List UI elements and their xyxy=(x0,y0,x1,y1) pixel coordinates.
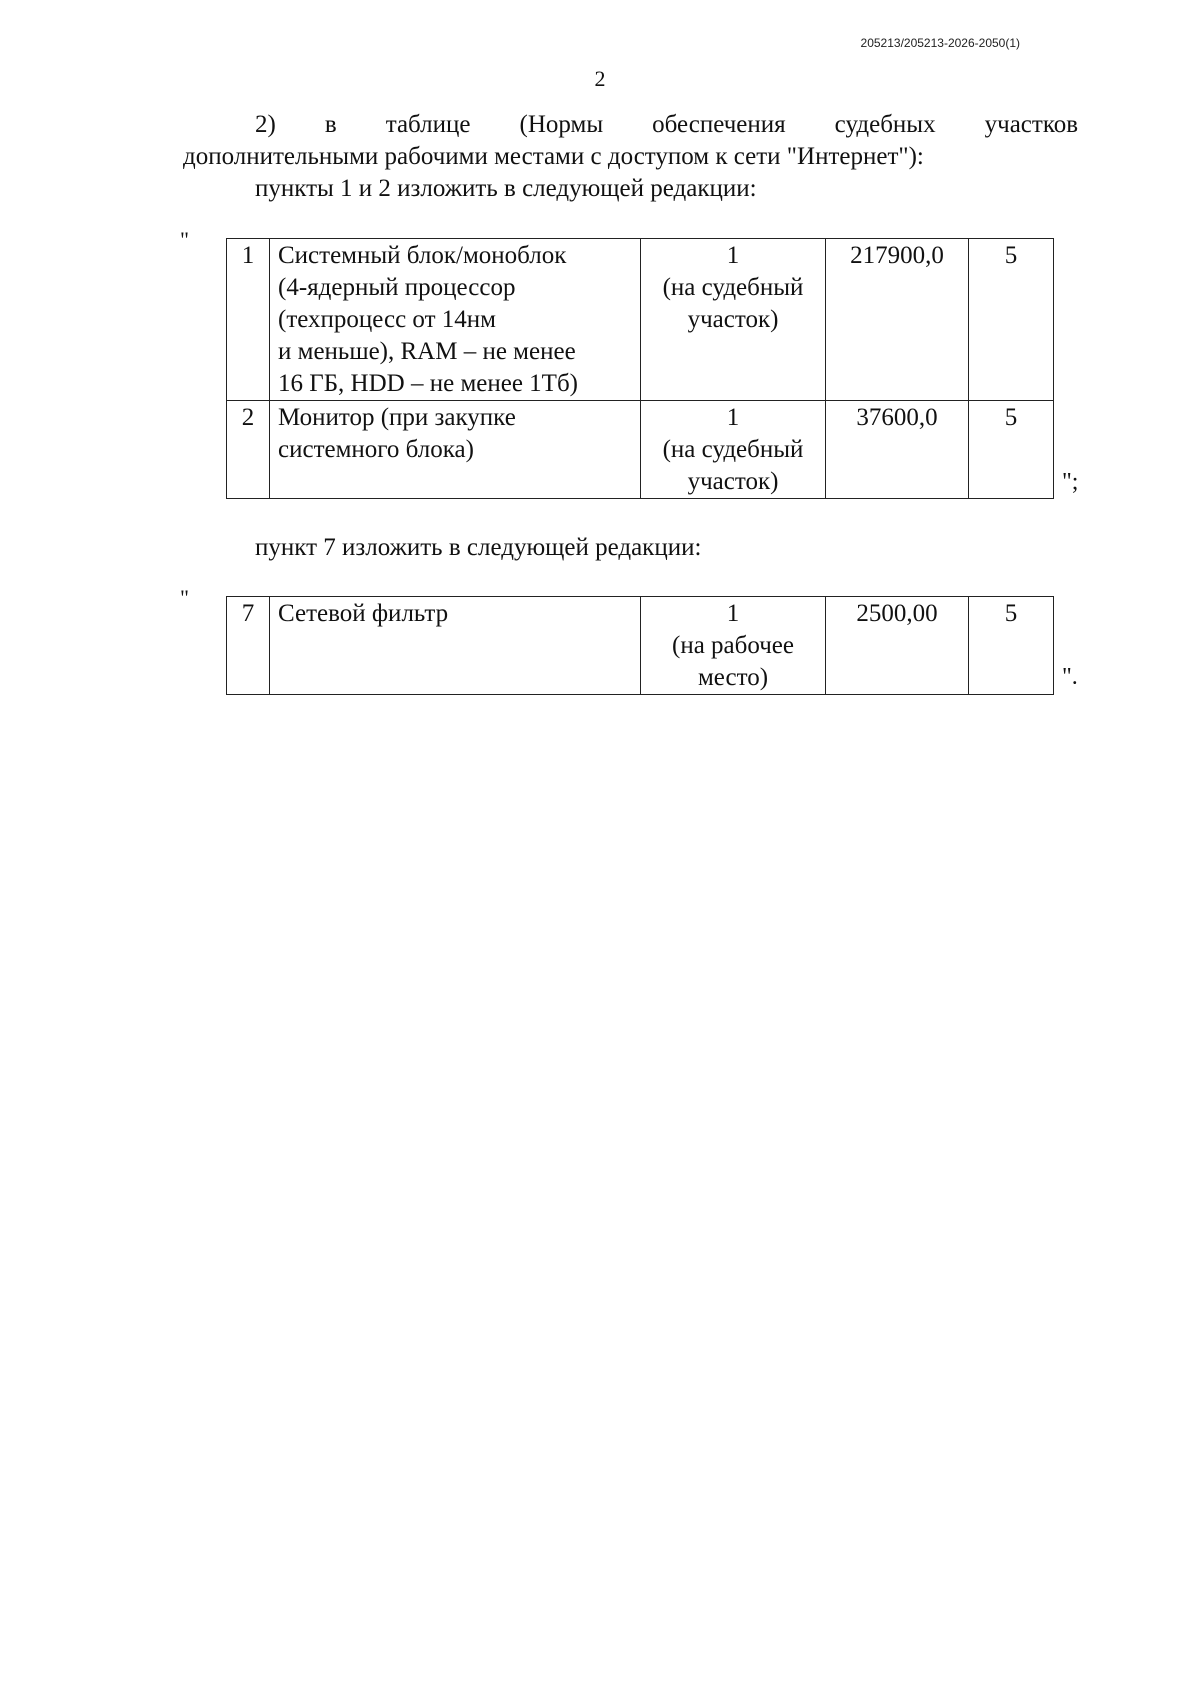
quantity-line: участок) xyxy=(687,306,779,333)
quote-close-1: "; xyxy=(1062,469,1079,495)
table-row xyxy=(227,401,1054,499)
item-name xyxy=(270,597,641,695)
quantity-line: (на судебный xyxy=(662,436,804,463)
item-name-line: (4-ядерный процессор xyxy=(278,274,516,301)
item-price: 37600,0 xyxy=(826,401,969,499)
instruction-paragraph xyxy=(183,532,1078,564)
item-2-line-1: 2) в таблице (Нормы обеспечения судебных участков xyxy=(255,111,1078,138)
quantity-line: (на рабочее xyxy=(672,632,794,659)
instruction-items-1-2: пункты 1 и 2 изложить в следующей редакции: xyxy=(255,175,757,202)
item-name-line: 16 ГБ, HDD – не менее 1Тб) xyxy=(278,370,578,397)
item-name-line: и меньше), RAM – не менее xyxy=(278,338,576,365)
item-name xyxy=(270,239,641,401)
amendment-table-2 xyxy=(226,596,1054,695)
row-number: 7 xyxy=(227,597,270,695)
item-quantity xyxy=(641,239,826,401)
table-row xyxy=(227,239,1054,401)
table-row xyxy=(227,597,1054,695)
row-number: 1 xyxy=(227,239,270,401)
quantity-line: место) xyxy=(697,664,769,691)
amendment-table-1 xyxy=(226,238,1054,499)
item-name-line: Системный блок/моноблок xyxy=(278,242,567,269)
item-quantity xyxy=(641,401,826,499)
quantity-line: 1 xyxy=(726,242,740,269)
page-number: 2 xyxy=(594,66,606,91)
item-2-line-2: дополнительными рабочими местами с доступом к сети "Интернет"): xyxy=(183,143,924,170)
quantity-line: 1 xyxy=(726,404,740,431)
quote-open-1: " xyxy=(180,227,189,252)
item-name-line: (техпроцесс от 14нм xyxy=(278,306,496,333)
quote-open-2: " xyxy=(180,585,189,610)
item-service-life: 5 xyxy=(969,597,1054,695)
instruction-item-7: пункт 7 изложить в следующей редакции: xyxy=(255,534,702,561)
amendment-paragraph xyxy=(183,109,1078,205)
item-name-line: системного блока) xyxy=(278,436,474,463)
item-name-line: Сетевой фильтр xyxy=(278,600,449,627)
quantity-line: (на судебный xyxy=(662,274,804,301)
row-number: 2 xyxy=(227,401,270,499)
document-id: 205213/205213-2026-2050(1) xyxy=(860,36,1020,50)
item-price: 2500,00 xyxy=(826,597,969,695)
item-price: 217900,0 xyxy=(826,239,969,401)
quote-close-2: ". xyxy=(1062,664,1078,690)
quantity-line: 1 xyxy=(726,600,740,627)
item-service-life: 5 xyxy=(969,239,1054,401)
item-service-life: 5 xyxy=(969,401,1054,499)
item-quantity xyxy=(641,597,826,695)
quantity-line: участок) xyxy=(687,468,779,495)
item-name xyxy=(270,401,641,499)
item-name-line: Монитор (при закупке xyxy=(278,404,516,431)
